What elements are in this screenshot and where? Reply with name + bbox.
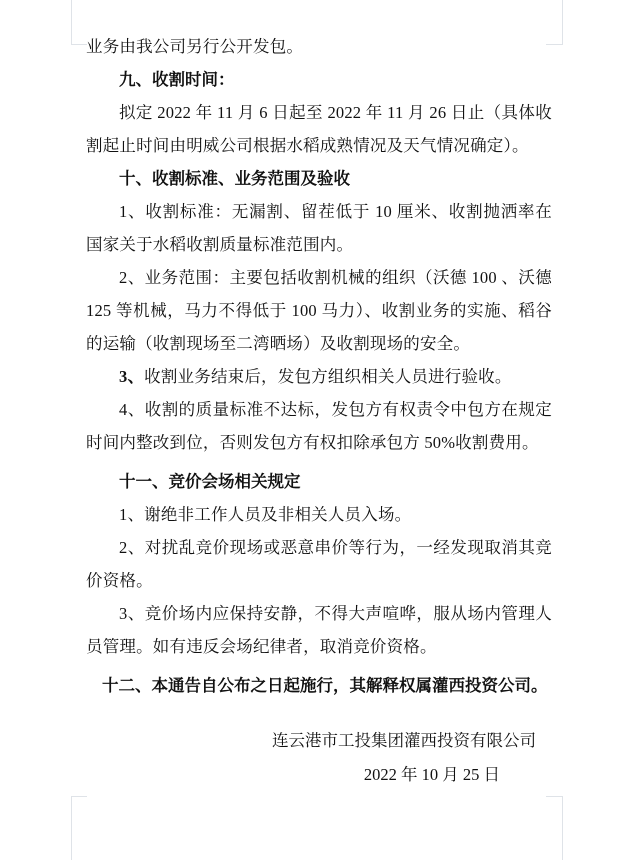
heading-section-11: 十一、竞价会场相关规定	[119, 472, 301, 491]
signature-date: 2022 年 10 月 25 日	[363, 765, 500, 784]
signature-organization: 连云港市工投集团灌西投资有限公司	[272, 731, 536, 750]
guide-line-left-vertical	[71, 0, 72, 44]
paragraph-section-10-item-3	[86, 360, 552, 393]
guide-line-bottom-right-vertical	[562, 796, 563, 860]
paragraph-continued-line: 业务由我公司另行公开发包。	[86, 37, 304, 56]
guide-line-bottom-left-horizontal	[71, 796, 87, 797]
guide-line-bottom-left-vertical	[71, 796, 72, 860]
paragraph-section-11-item-2: 2、对扰乱竞价现场或恶意串价等行为，一经发现取消其竞价资格。	[86, 538, 552, 590]
heading-section-12: 十二、本通告自公布之日起施行，其解释权属灌西投资公司。	[102, 676, 548, 695]
heading-section-10: 十、收割标准、业务范围及验收	[119, 169, 350, 188]
paragraph-section-9-body: 拟定 2022 年 11 月 6 日起至 2022 年 11 月 26 日止（具体收割起止时间由明威公司根据水稻成熟情况及天气情况确定）。	[86, 103, 552, 155]
signature-block	[86, 724, 552, 792]
paragraph-section-11-item-3: 3、竞价场内应保持安静，不得大声喧哗，服从场内管理人员管理。如有违反会场纪律者，取消竞价资格。	[86, 604, 552, 656]
item-3-text: 收割业务结束后，发包方组织相关人员进行验收。	[144, 367, 512, 386]
heading-section-9: 九、收割时间：	[119, 70, 235, 89]
paragraph-section-11-item-1: 1、谢绝非工作人员及非相关人员入场。	[119, 505, 412, 524]
guide-line-bottom-right-horizontal	[546, 796, 563, 797]
paragraph-section-10-item-1: 1、收割标准：无漏割、留茬低于 10 厘米、收割抛洒率在国家关于水稻收割质量标准范围内。	[86, 202, 552, 254]
guide-line-right-vertical	[562, 0, 563, 44]
paragraph-section-10-item-4: 4、收割的质量标准不达标，发包方有权责令中包方在规定时间内整改到位，否则发包方有权扣除承包方 50%收割费用。	[86, 400, 552, 452]
document-body	[86, 30, 552, 792]
item-3-lead-number: 3、	[119, 367, 145, 386]
guide-line-top-left-horizontal	[71, 44, 87, 45]
paragraph-section-10-item-2: 2、业务范围：主要包括收割机械的组织（沃德 100 、沃德 125 等机械，马力不得低于 100 马力）、收割业务的实施、稻谷的运输（收割现场至二湾晒场）及收割现场的安全。	[86, 268, 552, 353]
